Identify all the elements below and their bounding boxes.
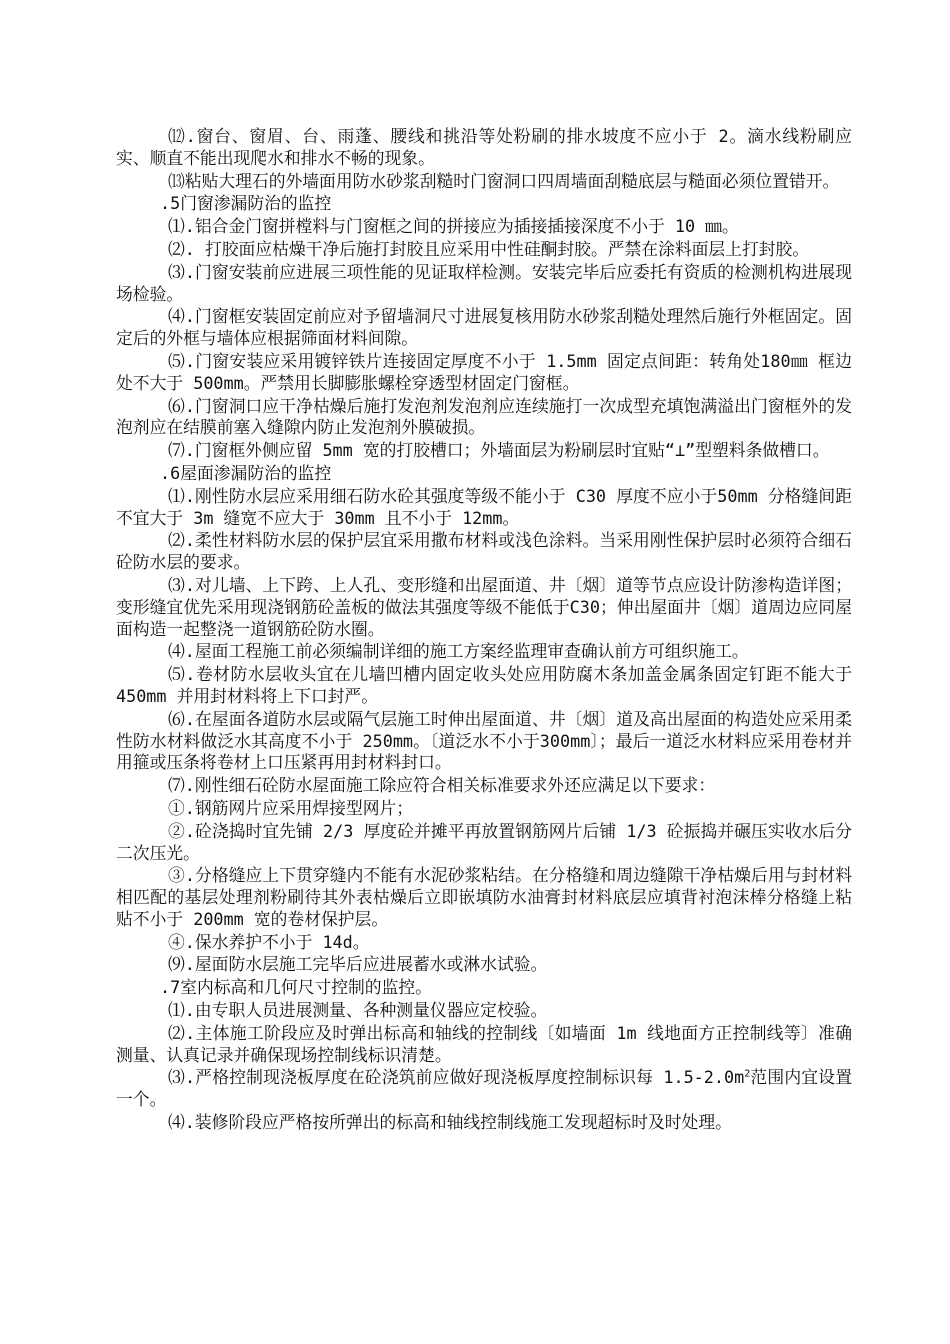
paragraph: ⑺.刚性细石砼防水屋面施工除应符合相关标准要求外还应满足以下要求： [168,775,716,796]
paragraph: ⑴.铝合金门窗拼樘料与门窗框之间的拼接应为插接插接深度不小于 10 ㎜。 [168,216,739,237]
section-heading: .5门窗渗漏防治的监控 [160,193,332,214]
paragraph: ⑹.在屋面各道防水层或隔气层施工时伸出屋面道、井〔烟〕道及高出屋面的构造处应采用柔性防水材料做泛水其高度不小于 250mm。〔道泛水不小于300mm〕；最后一道泛水材料应采用卷材并用箍或压条将卷材上口压紧再用封材料封口。 [116,708,852,773]
paragraph: ⑶.门窗安装前应进展三项性能的见证取样检测。安装完毕后应委托有资质的检测机构进展现场检验。 [116,261,852,304]
paragraph: ⑵.柔性材料防水层的保护层宜采用撒布材料或浅色涂料。当采用刚性保护层时必须符合细石砼防水层的要求。 [116,530,852,573]
paragraph: ⑵. 打胶面应枯燥干净后施打封胶且应采用中性硅酮封胶。严禁在涂料面层上打封胶。 [168,238,810,259]
paragraph: ⑷.装修阶段应严格按所弹出的标高和轴线控制线施工发现超标时及时处理。 [168,1112,732,1133]
paragraph: ⑴.由专职人员进展测量、各种测量仪器应定校验。 [168,1000,548,1021]
section-heading: .7室内标高和几何尺寸控制的监控。 [160,977,432,998]
paragraph: ⑿.窗台、窗眉、台、雨蓬、腰线和挑沿等处粉刷的排水坡度不应小于 2。滴水线粉刷应实、顺直不能出现爬水和排水不畅的现象。 [116,126,852,168]
paragraph: ⑷.屋面工程施工前必须编制详细的施工方案经监理审查确认前方可组织施工。 [168,641,749,662]
paragraph: ⑷.门窗框安装固定前应对予留墙洞尺寸进展复核用防水砂浆刮糙处理然后施行外框固定。固定后的外框与墙体应根据筛面材料间隙。 [116,306,852,349]
section-heading: .6屋面渗漏防治的监控 [160,462,332,483]
paragraph: ①.钢筋网片应采用焊接型网片； [168,797,414,818]
document-body [116,126,852,1135]
paragraph: ⒀粘贴大理石的外墙面用防水砂浆刮糙时门窗洞口四周墙面刮糙底层与糙面必须位置错开。 [168,170,840,191]
paragraph: ⑸.门窗安装应采用镀锌铁片连接固定厚度不小于 1.5mm 固定点间距：转角处180㎜ 框边处不大于 500mm。严禁用长脚膨胀螺栓穿透型材固定门窗框。 [116,350,852,393]
paragraph: ⑼.屋面防水层施工完毕后应进展蓄水或淋水试验。 [168,954,548,975]
paragraph: ⑶.严格控制现浇板厚度在砼浇筑前应做好现浇板厚度控制标识每 $1.5-2.0m^2$范围内宜设置一个。 [116,1067,852,1110]
paragraph: ⑵.主体施工阶段应及时弹出标高和轴线的控制线〔如墙面 1m 线地面方正控制线等〕准确测量、认真记录并确保现场控制线标识清楚。 [116,1022,852,1065]
paragraph: ⑹.门窗洞口应干净枯燥后施打发泡剂发泡剂应连续施打一次成型充填饱满溢出门窗框外的发泡剂应在结膜前塞入缝隙内防止发泡剂外膜破损。 [116,395,852,438]
paragraph: ②.砼浇捣时宜先铺 2/3 厚度砼并摊平再放置钢筋网片后铺 1/3 砼振捣并碾压实收水后分二次压光。 [116,820,852,863]
paragraph: ⑴.刚性防水层应采用细石防水砼其强度等级不能小于 C30 厚度不应小于50mm 分格缝间距不宜大于 3m 缝宽不应大于 30mm 且不小于 12mm。 [116,485,852,528]
paragraph: ⑶.对儿墙、上下跨、上人孔、变形缝和出屋面道、井〔烟〕道等节点应设计防渗构造详图；变形缝宜优先采用现浇钢筋砼盖板的做法其强度等级不能低于C30；伸出屋面井〔烟〕道周边应同屋面构造一起整浇一道钢筋砼防水圈。 [116,574,852,639]
paragraph: ③.分格缝应上下贯穿缝内不能有水泥砂浆粘结。在分格缝和周边缝隙干净枯燥后用与封材料相匹配的基层处理剂粉刷待其外表枯燥后立即嵌填防水油膏封材料底层应填背衬泡沫棒分格缝上粘贴不小于 200mm 宽的卷材保护层。 [116,865,852,929]
paragraph: ⑸.卷材防水层收头宜在儿墙凹槽内固定收头处应用防腐木条加盖金属条固定钉距不能大于 450mm 并用封材料将上下口封严。 [116,664,852,706]
paragraph: ④.保水养护不小于 14d。 [168,931,370,952]
paragraph: ⑺.门窗框外侧应留 5mm 宽的打胶槽口；外墙面层为粉刷层时宜贴“⊥”型塑料条做槽口。 [168,440,830,461]
